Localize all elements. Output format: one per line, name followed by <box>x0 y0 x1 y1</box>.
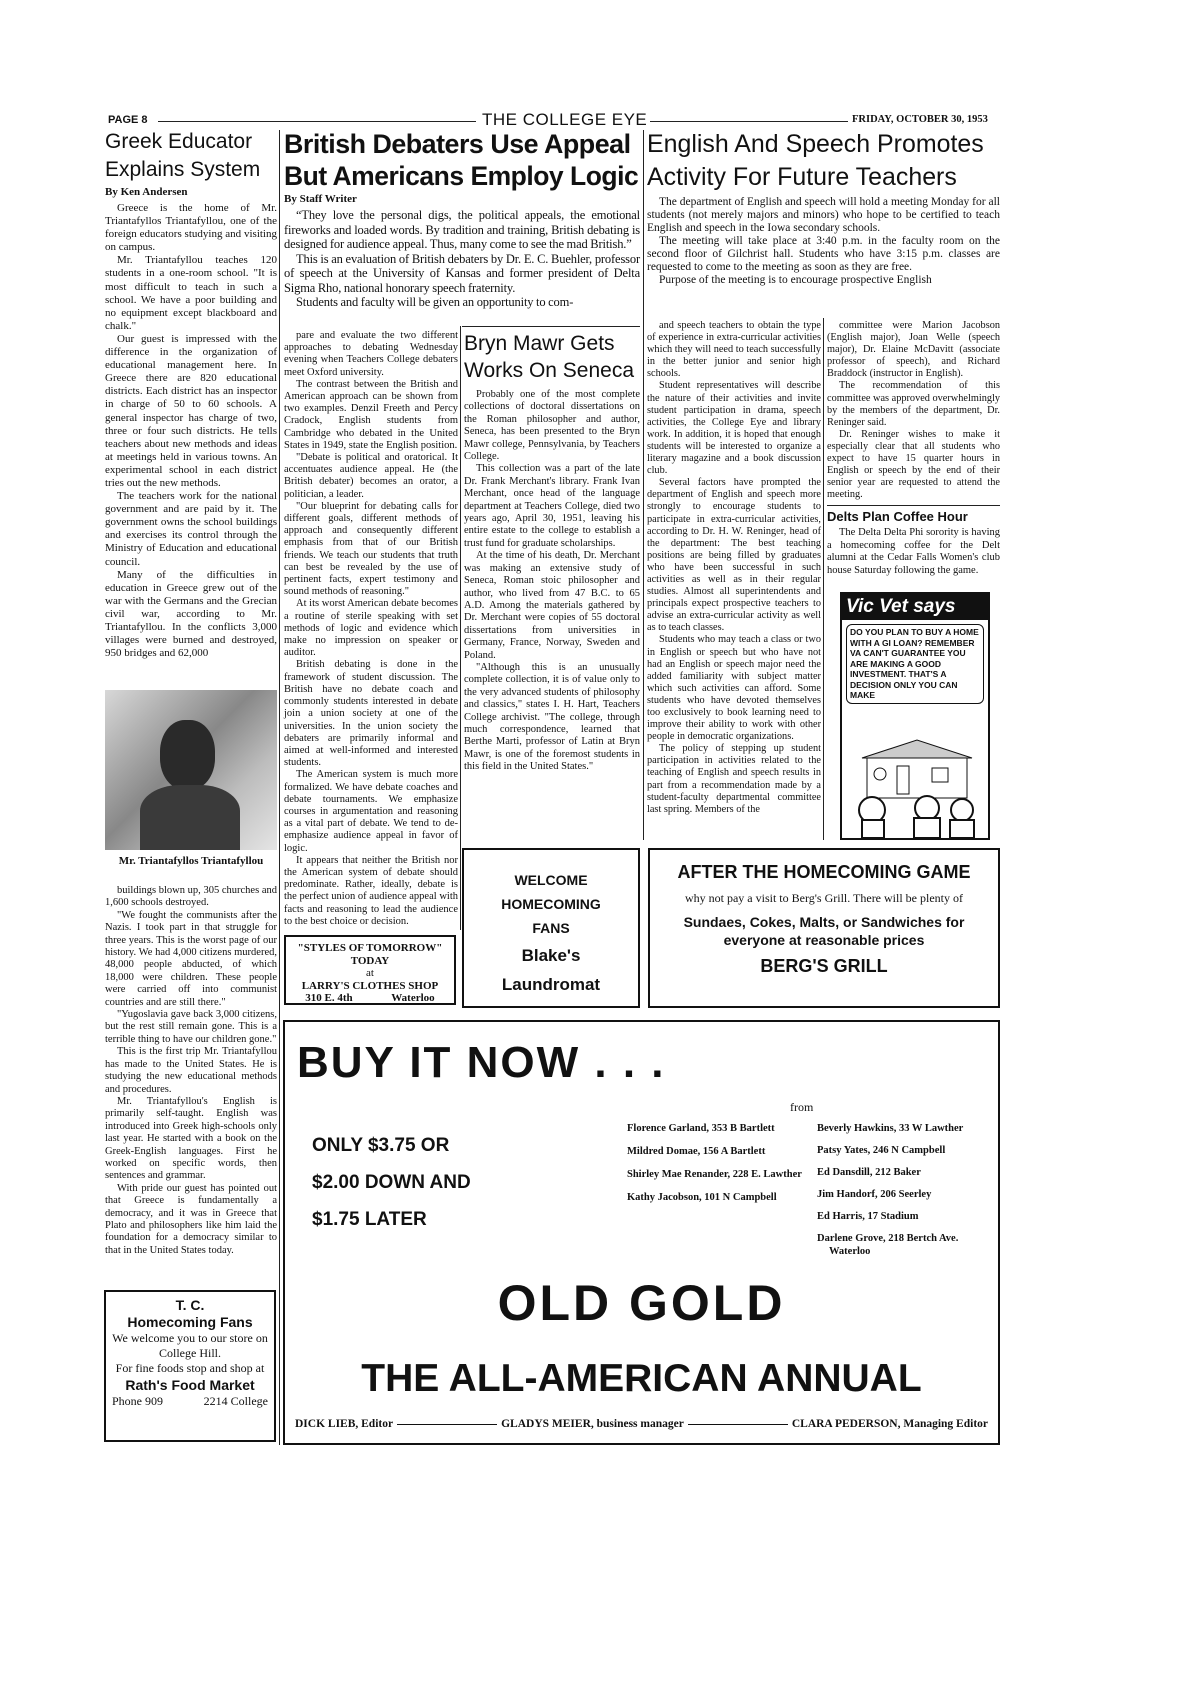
delts-headline: Delts Plan Coffee Hour <box>827 509 968 525</box>
paragraph: "Debate is political and oratorical. It accentuates audience appeal. He (the British debater) becomes an orator, a politician, a leader. <box>284 452 458 500</box>
speech-bubble: DO YOU PLAN TO BUY A HOME WITH A GI LOAN? REMEMBER VA CAN'T GUARANTEE YOU ARE MAKING A GOOD INVESTMENT. THAT'S A DECISION ONLY YOU CAN MAKE <box>846 624 984 704</box>
paper-name: THE COLLEGE EYE <box>482 110 648 129</box>
store-name: Laundromat <box>501 975 601 994</box>
photo-caption: Mr. Triantafyllos Triantafyllou <box>118 855 264 867</box>
paragraph: Mr. Triantafyllou's English is primarily self-taught. English was introduced into Greek high-schools only last year. He started with a book on the Greek-English languages. First he worked on specific words, then sentences and grammar. <box>105 1095 277 1182</box>
ad-line: HOMECOMING <box>501 896 601 912</box>
ad-headline: BUY IT NOW . . . <box>297 1038 666 1087</box>
story-rule <box>827 505 1000 506</box>
vic-vet-cartoon <box>840 592 990 840</box>
list-item: Ed Harris, 17 Stadium <box>817 1211 919 1222</box>
list-item: Patsy Yates, 246 N Campbell <box>817 1145 946 1156</box>
ad-line: TODAY <box>350 954 390 967</box>
column-rule <box>460 326 461 930</box>
store-name: BERG'S GRILL <box>760 956 888 976</box>
ad-line: "STYLES OF TOMORROW" <box>297 942 443 954</box>
british-byline: By Staff Writer <box>284 193 357 205</box>
paragraph: Purpose of the meeting is to encourage prospective English <box>659 274 932 286</box>
from-label: from <box>790 1100 814 1114</box>
store-name: Rath's Food Market <box>125 1377 255 1393</box>
paragraph: Several factors have prompted the department of English and speech more strongly to encourage students to participate in extra-curricular activities, according to Dr. H. W. Reninger, head of the department: The best teaching positions are being filled by graduates who have been successful in such activities as well as in their regular studies. Almost all superintendents and principals expect prospective teachers to advise an extra-curricular activity as well as to teach classes. <box>647 477 821 634</box>
paragraph: The Delta Delta Phi sorority is having a homecoming coffee for the Delt alumni at the Cedar Falls Women's club house Saturday following the game. <box>827 527 1000 576</box>
headline-line: Activity For Future Teachers <box>647 163 957 191</box>
house-and-veterans-drawing <box>842 728 988 838</box>
rath-food-market-ad <box>104 1290 276 1442</box>
managing-editor: CLARA PEDERSON, Managing Editor <box>791 1418 989 1430</box>
sellers-right <box>817 1122 992 1267</box>
paragraph: British debating is done in the framework of student discussion. The British have no debate coach and commonly students interested in debate join a union society at one of the universities. In the union society the debaters are primarily informal and aimed at well-informed and interested students. <box>284 659 458 769</box>
british-body <box>284 330 458 928</box>
paragraph: At the time of his death, Dr. Merchant was making an extensive study of Seneca, Roman stoic philosopher and author, who lived from 47 B.C. to 65 A.D. Among the materials gathered by Dr. Merchant were copies of 55 doctoral dissertations from universities in Germany, France, Norway, Sweden and Poland. <box>464 550 640 661</box>
english-body-col1 <box>647 320 821 816</box>
paragraph: This is the first trip Mr. Triantafyllou has made to the United States. He is studying the new educational methods and procedures. <box>105 1046 277 1095</box>
headline-line: English And Speech Promotes <box>647 130 984 158</box>
paragraph: Our guest is impressed with the difference in the organization of educational management here. In Greece there are 820 educational districts. Each district has an inspector in charge of 50 to 60 schools. A general inspector has charge of two, three or four such districts. He tells teachers about new methods and ideas at meetings held in various towns. An experimental school in each district tries out the new methods. <box>105 332 277 489</box>
paragraph: Student representatives will describe the nature of their activities and invite student participation in drama, speech activities, the College Eye and library work. In addition, it is hoped that enough students will be interested to organize a literary magazine and a book discussion club. <box>647 380 821 477</box>
price-line: $2.00 DOWN AND <box>312 1172 471 1193</box>
paragraph: Students and faculty will be given an opportunity to com- <box>296 295 574 309</box>
yearbook-subtitle: THE ALL-AMERICAN ANNUAL <box>361 1357 922 1400</box>
greek-byline: By Ken Andersen <box>105 186 188 198</box>
english-body-col2 <box>827 320 1000 501</box>
phone: Phone 909 <box>112 1394 163 1408</box>
paragraph: pare and evaluate the two different approaches to debating Wednesday evening when Teachers College debaters meet Oxford university. <box>284 330 458 378</box>
british-story <box>284 128 640 310</box>
english-right-column <box>827 320 1000 577</box>
store-name: LARRY'S CLOTHES SHOP <box>301 979 439 992</box>
paragraph: Many of the difficulties in education in Greece grew out of the war with the Germans and the Grecian civil war, according to Mr. Triantafyllou. In the conflicts 3,000 villages were burned and destroyed, 950 bridges and 62,000 <box>105 568 277 660</box>
blakes-laundromat-ad <box>462 848 640 1008</box>
paragraph: The meeting will take place at 3:40 p.m. in the faculty room on the second floor of Gilchrist hall. Students who have 3:15 p.m. classes are requested to come to the meeting as soon as they are free. <box>647 235 1000 273</box>
list-item: Mildred Domae, 156 A Bartlett <box>627 1146 766 1157</box>
staff-line <box>295 1418 988 1430</box>
paragraph: buildings blown up, 305 churches and 1,600 schools destroyed. <box>105 885 277 909</box>
masthead-rule <box>650 121 848 122</box>
list-item: Beverly Hawkins, 33 W Lawther <box>817 1123 964 1134</box>
list-item: Shirley Mae Renander, 228 E. Lawther <box>627 1169 802 1180</box>
paragraph: committee were Marion Jacobson (English major), Joan Welle (speech major), Dr. Elaine McDavitt (associate professor of speech), and Richard Braddock (instructor in English). <box>827 320 1000 380</box>
paragraph: Students who may teach a class or two in English or speech but who have not had an English or speech major need the added familiarity with subject matter which such activities can afford. Some students who have devoted themselves too exclusively to book learning need to improve their ability to work with other people in democratic organizations. <box>647 634 821 743</box>
paragraph: The recommendation of this committee was approved overwhelmingly by the members of the department, Dr. Reninger said. <box>827 380 1000 428</box>
story-rule <box>462 326 640 327</box>
paragraph: This collection was a part of the late Dr. Frank Merchant's library. Frank Ivan Merchant, once head of the language department at Teachers College, died two years ago, April 30, 1951, leaving his entire estate to the college to establish a trust fund for graduate scholarships. <box>464 463 640 549</box>
paragraph: "Although this is an unusually complete collection, it is of value only to the very advanced students of philosophy and classics," states I. H. Hart, Teachers College archivist. "The college, through much correspondence, learned that Berthe Marti, professor of Latin at Bryn Mawr, is one of the foremost students in this field in the United States." <box>464 661 640 773</box>
city: Waterloo <box>391 992 435 1004</box>
paragraph: The contrast between the British and American approach can be shown from two examples. Denzil Freeth and Percy Cradock, English students from Cambridge who debated in the United States in 1949, state the English position. <box>284 378 458 451</box>
ad-line: For fine foods stop and shop at <box>115 1361 265 1375</box>
paragraph: The American system is much more formalized. We have debate coaches and debate tournaments. We emphasize courses in argumentation and reasoning as a vital part of debate. We tend to de-emphasize audience appeal in favor of logic. <box>284 769 458 854</box>
larry-clothes-shop-ad <box>284 935 456 1005</box>
list-item: Kathy Jacobson, 101 N Campbell <box>627 1192 777 1203</box>
paragraph: and speech teachers to obtain the type of experience in extra-curricular activities which they will need to teach successfully in the better junior and senior high schools. <box>647 320 821 380</box>
paragraph: “They love the personal digs, the political appeals, the emotional fireworks and loaded words. By tradition and training, British debating is designed for audience appeal. Thus, many come to see the mad British.” <box>284 208 640 251</box>
ad-line: Sundaes, Cokes, Malts, or Sandwiches for <box>683 914 965 930</box>
paragraph: This is an evaluation of British debaters by Dr. E. C. Buehler, professor of speech at the University of Kansas and former president of Delta Sigma Rho, national honorary speech fraternity. <box>284 251 640 295</box>
paragraph: The teachers work for the national government and are paid by it. The government owns the school buildings and exercises its control through the Ministry of Education and educational council. <box>105 490 277 568</box>
paragraph: Dr. Reninger wishes to make it especially clear that all students who expect to have 15 quarter hours in English or speech by the end of their senior year are requested to attend the meeting. <box>827 428 1000 501</box>
cartoon-title: Vic Vet says <box>842 594 988 620</box>
british-intro <box>284 208 640 310</box>
issue-date: FRIDAY, OCTOBER 30, 1953 <box>852 114 988 125</box>
english-intro <box>647 196 1000 287</box>
price-line: $1.75 LATER <box>312 1209 427 1230</box>
ad-line: at <box>366 967 374 979</box>
editor: DICK LIEB, Editor <box>295 1418 394 1430</box>
column-rule <box>279 130 280 1445</box>
ad-line: everyone at reasonable prices <box>723 932 925 948</box>
paragraph: At its worst American debate becomes a routine of sterile speaking with set methods of logic and evidence which make no impression on speaker or auditor. <box>284 598 458 659</box>
paragraph: "Yugoslavia gave back 3,000 citizens, but the rest still remain gone. This is a terrible thing to have our children gone." <box>105 1009 277 1045</box>
portrait-photo <box>105 690 277 850</box>
greek-body <box>105 202 277 660</box>
bryn-mawr-headline: Bryn Mawr Gets Works On Seneca <box>464 332 635 382</box>
greek-headline: Greek Educator Explains System <box>105 130 261 181</box>
paragraph: It appears that neither the British nor the American system of debate should predominate. Rather, ideally, debate is the perfect union of audience appeal with facts and reasoning to lead the audience to the best choice or decision. <box>284 854 458 927</box>
list-item: Jim Handorf, 206 Seerley <box>817 1189 932 1200</box>
paragraph: "We fought the communists after the Nazis. I took part in that struggle for three years. This is the worst page of our history. We had 4,000 citizens murdered, 48,000 people abducted, of which 18,000 were children. These people were carried off into communist countries and are still there." <box>105 909 277 1008</box>
paragraph: Mr. Triantafyllou teaches 120 students in a one-room school. "It is most difficult to teach in such a school. We have a poor building and no equipment except blackboard and chalk." <box>105 254 277 332</box>
column-rule <box>643 130 644 840</box>
ad-line: WELCOME <box>514 872 588 888</box>
ad-line: why not pay a visit to Berg's Grill. There will be plenty of <box>684 891 963 905</box>
sellers-left <box>627 1122 802 1214</box>
paragraph: Probably one of the most complete collections of doctoral dissertations on the Roman philosopher and author, Seneca, has been presented to the Bryn Mawr college, Pennsylvania, by Teachers College. <box>464 389 640 463</box>
price-line: ONLY $3.75 OR <box>312 1135 450 1156</box>
headline-line: British Debaters Use Appeal <box>284 129 631 159</box>
masthead-rule <box>158 121 476 122</box>
bryn-mawr-story <box>464 330 640 774</box>
delts-body <box>827 527 1000 577</box>
store-name: Blake's <box>521 946 581 965</box>
greek-body-continued <box>105 885 277 1257</box>
paragraph: Greece is the home of Mr. Triantafyllos Triantafyllou, one of the foreign educators studying and visiting on campus. <box>105 202 277 254</box>
price-block <box>312 1127 471 1238</box>
ad-line: FANS <box>532 920 570 936</box>
paragraph: The policy of stepping up student participation in activities related to the teaching of English and speech results in part from a recommendation made by a student-faculty departmental committee last spring. Members of the <box>647 743 821 815</box>
ad-line: Homecoming Fans <box>127 1314 253 1330</box>
list-item: Ed Dansdill, 212 Baker <box>817 1167 921 1178</box>
paragraph: With pride our guest has pointed out that Greece is fundamentally a democracy, and it was in Greece that Plato and philosophers like him laid the foundation for a democracy similar to that in the United States today. <box>105 1182 277 1256</box>
yearbook-title: OLD GOLD <box>497 1275 786 1331</box>
ad-line: T. C. <box>175 1297 205 1313</box>
column-rule <box>823 318 824 840</box>
business-manager: GLADYS MEIER, business manager <box>501 1418 684 1430</box>
address: 2214 College <box>203 1394 268 1408</box>
page-number: PAGE 8 <box>108 114 148 126</box>
address: 310 E. 4th <box>305 992 353 1004</box>
paragraph: "Our blueprint for debating calls for different goals, different methods of approach and consequently different emphasis from that of our British friends. We teach our students that truth can best be revealed by the use of pertinent facts, expert testimony and sound methods of reasoning." <box>284 500 458 598</box>
greek-column <box>105 128 277 660</box>
ad-line: We welcome you to our store on College Hill. <box>112 1331 268 1360</box>
english-story <box>647 128 1000 287</box>
old-gold-yearbook-ad <box>283 1020 1000 1445</box>
list-item: Florence Garland, 353 B Bartlett <box>627 1123 775 1134</box>
english-headline <box>647 128 1000 194</box>
bryn-mawr-body <box>464 389 640 774</box>
bergs-grill-ad <box>648 848 1000 1008</box>
ad-headline: AFTER THE HOMECOMING GAME <box>677 862 971 882</box>
british-headline <box>284 128 640 192</box>
paragraph: The department of English and speech will hold a meeting Monday for all students (not merely majors and minors) who hope to be certified to teach English and speech in the Iowa secondary schools. <box>647 196 1000 234</box>
list-item: Darlene Grove, 218 Bertch Ave. Waterloo <box>817 1233 959 1257</box>
headline-line: But Americans Employ Logic <box>284 161 639 191</box>
